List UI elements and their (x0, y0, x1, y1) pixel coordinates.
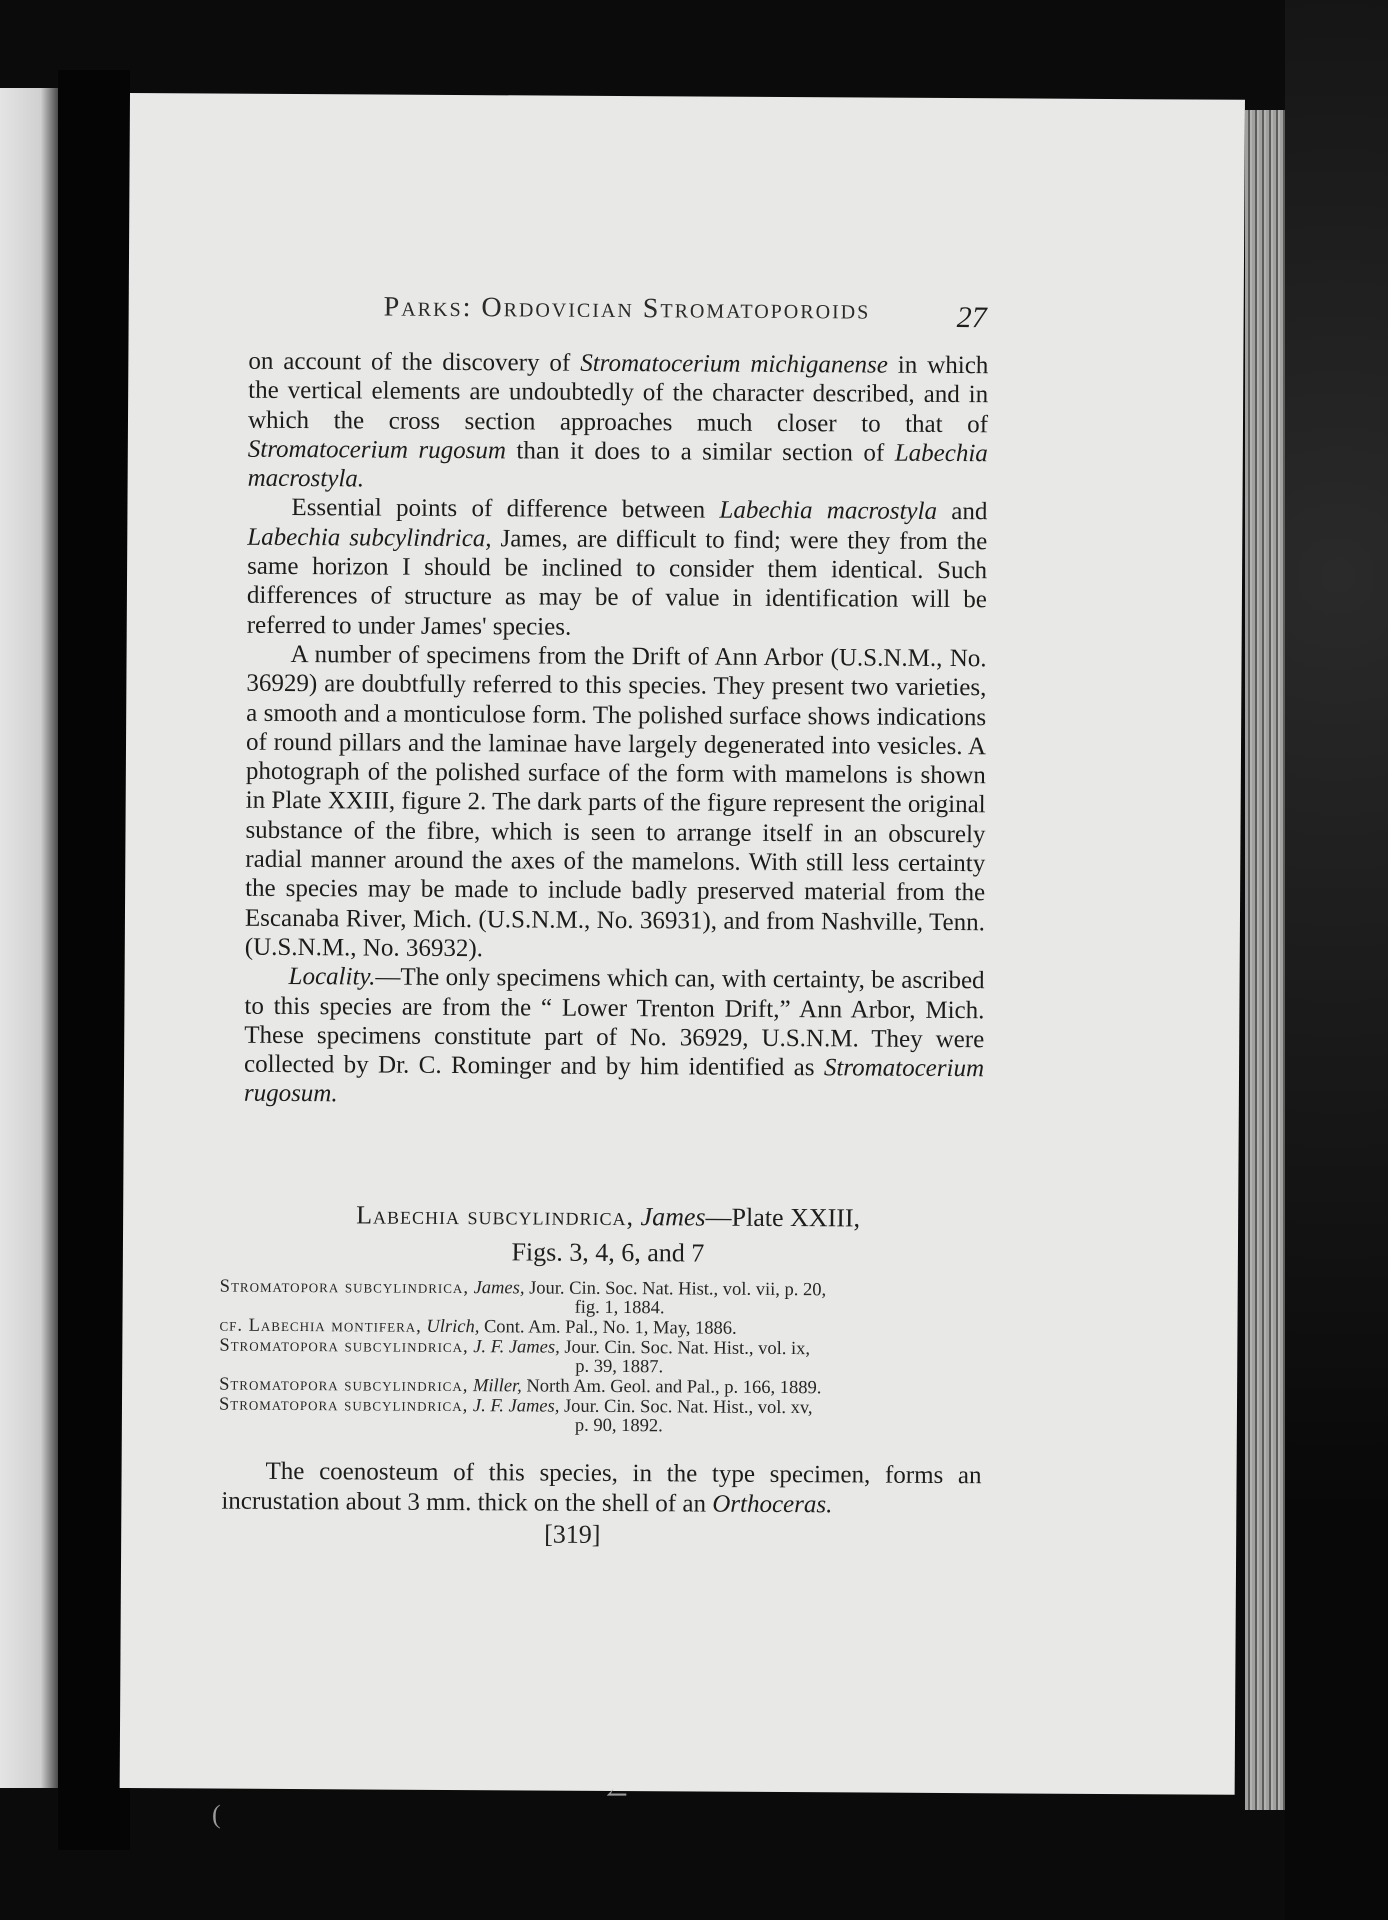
book-gutter (58, 70, 130, 1850)
paragraph-3: A number of specimens from the Drift of Ann Arbor (U.S.N.M., No. 36929) are doubtfully referred to this species. They present two varieties, a smooth and a monticulose form. The polished surface shows indications of round pillars and the laminae have largely degenerated into vesicles. A photograph of the polished surface of the form with mamelons is shown in Plate XXIII, figure 2. The dark parts of the figure represent the original substance of the fibre, which is seen to arrange itself in an obscurely radial manner around the axes of the mamelons. With still less certainty the species may be made to include badly preserved material from the Escanaba River, Mich. (U.S.N.M., No. 36931), and from Nashville, Tenn. (U.S.N.M., No. 36932). (244, 640, 987, 963)
synonymy-entry: Stromatopora subcylindrica, Miller, North Am. Geol. and Pal., p. 166, 1889. (219, 1374, 822, 1399)
running-head: Parks: Ordovician Stromatoporoids (383, 291, 871, 326)
synonymy-entry: Stromatopora subcylindrica, J. F. James, Jour. Cin. Soc. Nat. Hist., vol. xv, p. 90, 1892. (218, 1394, 813, 1437)
scan-mark: ↼ (606, 1780, 628, 1809)
synonymy-list (219, 1278, 990, 1440)
species-author: James (640, 1202, 706, 1232)
signature-mark: [319] (544, 1519, 601, 1549)
paragraph-1: on account of the discovery of Stromatocerium michiganense in which the vertical elements are undoubtedly of the character described, and in which the cross section approaches much closer to that of Stromatocerium rugosum than it does to a similar section of Labechia macrostyla. (247, 347, 989, 493)
paragraph-locality: Locality.—The only specimens which can, with certainty, be ascribed to this species are from the “ Lower Trenton Drift,” Ann Arbor, Mich. These specimens constitute part of No. 36929, U.S.N.M. They were collected by Dr. C. Rominger and by him identified as Stromatocerium rugosum. (243, 963, 985, 1108)
closing-paragraph: The coenosteum of this species, in the type specimen, forms an incrustation about 3 mm. thick on the shell of an Orthoceras. (221, 1457, 982, 1518)
synonymy-entry: Stromatopora subcylindrica, James, Jour. Cin. Soc. Nat. Hist., vol. vii, p. 20, fig. 1, 1884. (219, 1276, 827, 1319)
synonymy-entry: Stromatopora subcylindrica, J. F. James, Jour. Cin. Soc. Nat. Hist., vol. ix, p. 39, 1887. (219, 1335, 811, 1378)
species-heading (308, 1197, 908, 1273)
paragraph-2: Essential points of difference between Labechia macrostyla and Labechia subcylindrica, James, are difficult to find; were they from the same horizon I should be inclined to consider them identical. Such differences of structure as may be of value in identification will be referred to under James' species. (246, 494, 988, 641)
locality-label: Locality. (288, 963, 376, 991)
scan-mark: ( (212, 1800, 221, 1829)
book-page (120, 93, 1245, 1795)
background-right (1285, 0, 1388, 1920)
page-number: 27 (956, 301, 987, 335)
species-name: Labechia subcylindrica, (356, 1200, 635, 1232)
page-stack-edge (1245, 110, 1285, 1810)
species-plate: —Plate XXIII, (705, 1202, 861, 1233)
facing-page-edge (0, 88, 58, 1788)
main-text (244, 347, 989, 1113)
synonymy-entry: cf. Labechia montifera, Ulrich, Cont. Am. Pal., No. 1, May, 1886. (219, 1315, 737, 1339)
species-figures: Figs. 3, 4, 6, and 7 (511, 1237, 705, 1268)
species-title-line (308, 1197, 908, 1237)
